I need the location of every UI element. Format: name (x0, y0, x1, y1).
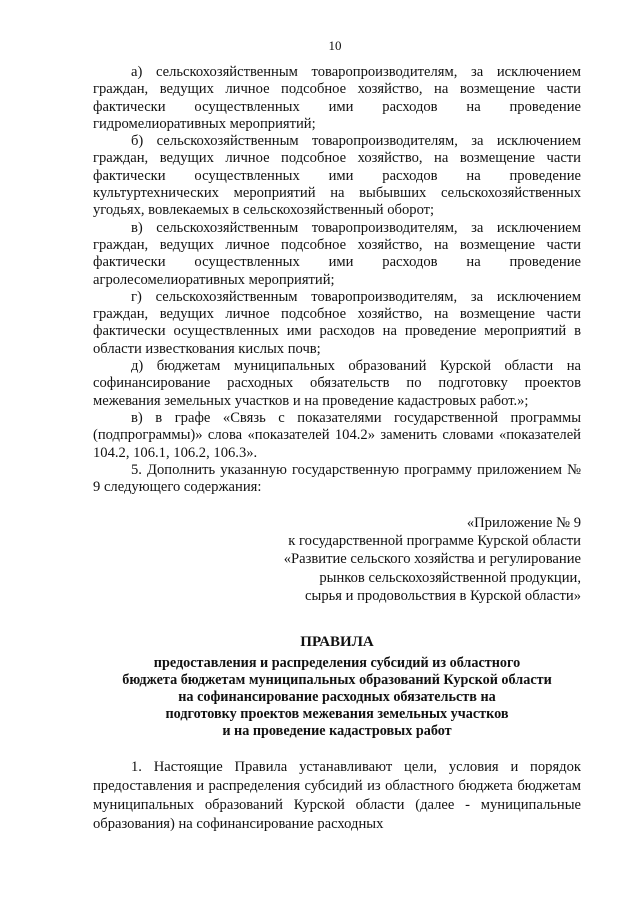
paragraph-item-5: 5. Дополнить указанную государственную программу приложением № 9 следующего содержания: (93, 461, 581, 496)
paragraph-a: а) сельскохозяйственным товаропроизводителям, за исключением граждан, ведущих личное подсобное хозяйство, на возмещение части фактически осуществленных ими расходов на проведение гидромелиоративных мероприятий; (93, 64, 581, 132)
rules-subtitle-line: подготовку проектов межевания земельных участков (165, 706, 509, 722)
paragraph-b: б) сельскохозяйственным товаропроизводителям, за исключением граждан, ведущих личное подсобное хозяйство, на возмещение части фактически осуществленных ими расходов на проведение культуртехнических мероприятий на выбывших сельскохозяйственных угодьях, вовлекаемых в сельскохозяйственный оборот; (93, 133, 581, 219)
paragraph-v: в) сельскохозяйственным товаропроизводителям, за исключением граждан, ведущих личное подсобное хозяйство, на возмещение части фактически осуществленных ими расходов на проведение агролесомелиоративных мероприятий; (93, 219, 581, 288)
rules-title: ПРАВИЛА (300, 634, 374, 650)
rules-subtitle-line: на софинансирование расходных обязательств на (178, 689, 496, 705)
rule-paragraph-1: 1. Настоящие Правила устанавливают цели, условия и порядок предоставления и распределения субсидий из областного бюджета бюджетам муниципальных образований Курской области (далее - муниципальные образования) на софинансирование расходных (93, 759, 581, 832)
rules-body (93, 758, 581, 834)
amendment-text (93, 64, 581, 496)
paragraph-d: д) бюджетам муниципальных образований Курской области на софинансирование расходных обязательств по подготовку проектов межевания земельных участков и на проведение кадастровых работ.»; (93, 358, 581, 409)
paragraph-column-change: в) в графе «Связь с показателями государственной программы (подпрограммы)» слова «показателей 104.2» заменить словами «показателей 104.2, 106.1, 106.2, 106.3». (93, 409, 581, 461)
appendix-line: рынков сельскохозяйственной продукции, (319, 569, 581, 586)
appendix-line: сырья и продовольствия в Курской области» (305, 587, 581, 604)
page-number: 10 (328, 38, 342, 53)
rules-subtitle-line: предоставления и распределения субсидий из областного (153, 655, 521, 671)
appendix-line: «Приложение № 9 (466, 515, 581, 531)
appendix-header (240, 514, 581, 605)
paragraph-g: г) сельскохозяйственным товаропроизводителям, за исключением граждан, ведущих личное подсобное хозяйство, на возмещение части фактически осуществленных ими расходов на проведение мероприятий в области известкования кислых почв; (93, 288, 581, 357)
appendix-line: «Развитие сельского хозяйства и регулирование (283, 551, 581, 568)
rules-subtitle (93, 655, 581, 740)
appendix-line: к государственной программе Курской области (288, 533, 581, 550)
rules-subtitle-line: бюджета бюджетам муниципальных образований Курской области (122, 672, 552, 688)
rules-subtitle-line: и на проведение кадастровых работ (222, 723, 452, 739)
